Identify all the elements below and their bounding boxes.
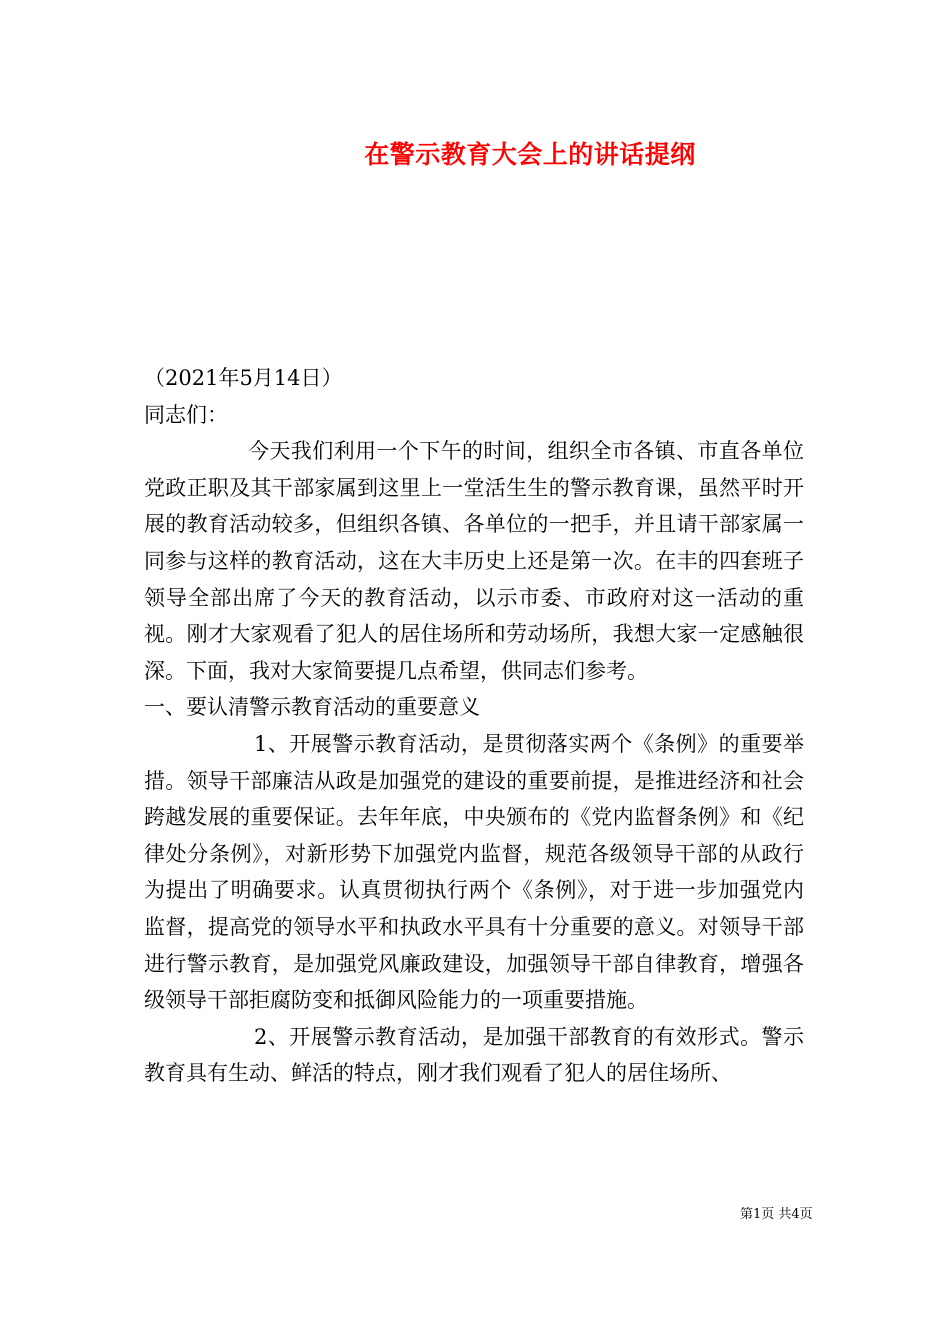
document-date: （2021年5月14日） bbox=[144, 366, 343, 390]
point-1-paragraph: 1、开展警示教育活动，是贯彻落实两个《条例》的重要举措。领导干部廉洁从政是加强党的建设的重要前提，是推进经济和社会跨越发展的重要保证。去年年底，中央颁布的《党内监督条例》和《纪律处分条例》，对新形势下加强党内监督，规范各级领导干部的从政行为提出了明确要求。认真贯彻执行两个《条例》，对于进一步加强党内监督，提高党的领导水平和执政水平具有十分重要的意义。对领导干部进行警示教育，是加强党风廉政建设，加强领导干部自律教育，增强各级领导干部拒腐防变和抵御风险能力的一项重要措施。 bbox=[144, 731, 804, 1013]
document-title: 在警示教育大会上的讲话提纲 bbox=[364, 140, 696, 169]
point-2-paragraph: 2、开展警示教育活动，是加强干部教育的有效形式。警示教育具有生动、鲜活的特点，刚才我们观看了犯人的居住场所、 bbox=[144, 1024, 804, 1086]
page-number: 第1页 共4页 bbox=[740, 1207, 813, 1222]
intro-paragraph: 今天我们利用一个下午的时间，组织全市各镇、市直各单位党政正职及其干部家属到这里上一堂活生生的警示教育课，虽然平时开展的教育活动较多，但组织各镇、各单位的一把手，并且请干部家属一同参与这样的教育活动，这在大丰历史上还是第一次。在丰的四套班子领导全部出席了今天的教育活动，以示市委、市政府对这一活动的重视。刚才大家观看了犯人的居住场所和劳动场所，我想大家一定感触很深。下面，我对大家简要提几点希望，供同志们参考。 bbox=[144, 439, 804, 683]
section-heading: 一、要认清警示教育活动的重要意义 bbox=[144, 695, 480, 720]
document-body bbox=[144, 360, 804, 1092]
salutation: 同志们： bbox=[144, 402, 228, 427]
